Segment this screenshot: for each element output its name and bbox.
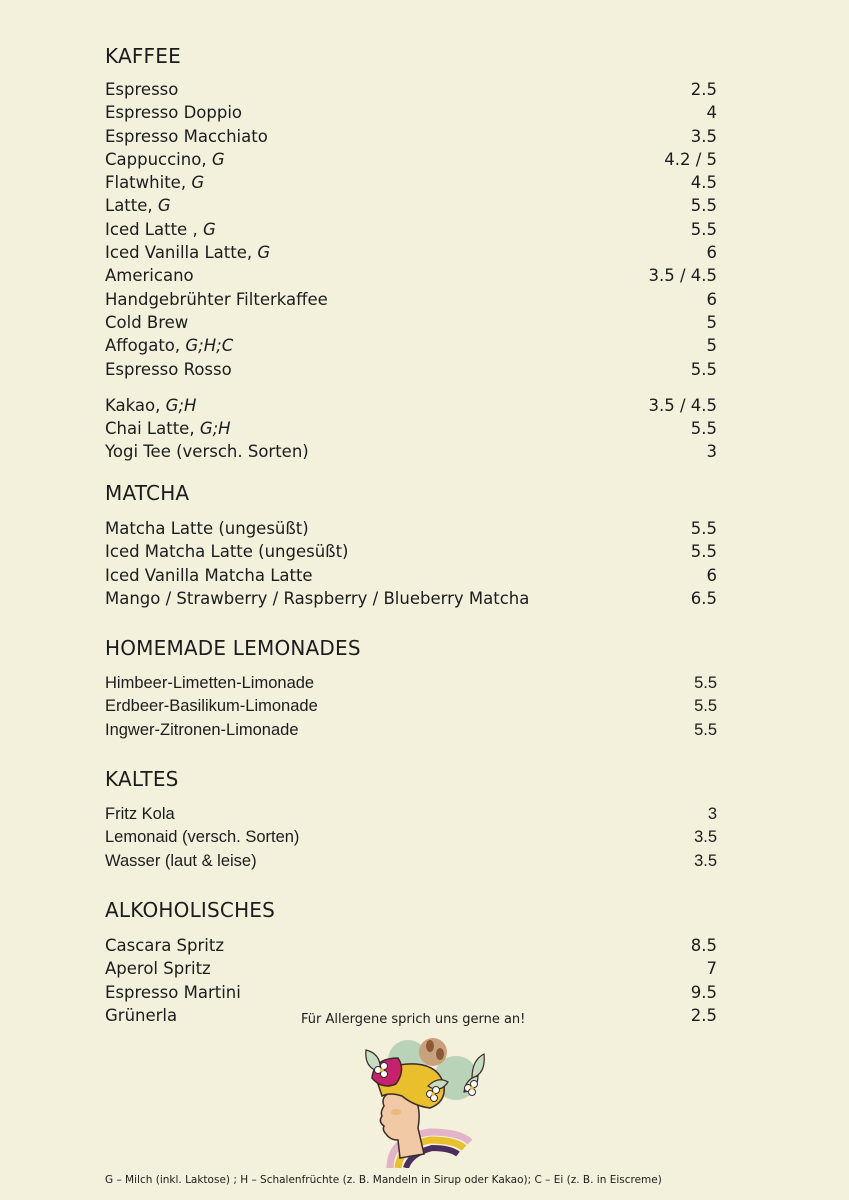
item-price: 3.5 / 4.5: [648, 395, 717, 415]
item-price: 5.5: [690, 359, 717, 379]
menu-item: [105, 826, 717, 849]
item-label: Aperol Spritz: [105, 959, 211, 979]
item-name: [105, 125, 268, 148]
item-allergens: G: [257, 243, 271, 263]
item-name: [105, 695, 318, 718]
item-label: Latte,: [105, 196, 158, 216]
menu-item: [105, 241, 717, 264]
item-price: 5.5: [690, 519, 717, 538]
menu-item: [105, 719, 717, 742]
item-price: 6: [706, 565, 717, 585]
item-price: 4.2 / 5: [664, 149, 717, 169]
item-price: 4: [706, 103, 717, 123]
menu-item: [105, 440, 717, 463]
item-name: [105, 171, 204, 194]
menu-item: [105, 957, 717, 980]
item-price: 7: [706, 959, 717, 979]
item-price: 5.5: [690, 219, 717, 239]
menu-item: [105, 194, 717, 217]
item-price: 2.5: [690, 80, 717, 99]
item-label: Affogato,: [105, 336, 186, 356]
item-allergens: G: [202, 219, 216, 239]
item-label: Espresso Martini: [105, 982, 241, 1002]
item-label: Yogi Tee (versch. Sorten): [105, 442, 309, 462]
menu-item: [105, 288, 717, 311]
item-label: Fritz Kola: [105, 805, 175, 823]
section-title: ALKOHOLISCHES: [105, 898, 276, 922]
item-label: Iced Vanilla Latte,: [105, 243, 258, 263]
item-name: [105, 1004, 177, 1027]
item-list-extra: [105, 394, 717, 464]
menu-item: [105, 125, 717, 148]
item-allergens: G;H: [199, 419, 231, 439]
item-label: Lemonaid (versch. Sorten): [105, 828, 300, 847]
item-label: Handgebrühter Filterkaffee: [105, 289, 328, 309]
section-kaltes: [105, 767, 717, 873]
item-name: [105, 719, 299, 742]
item-allergens: G;H: [165, 395, 197, 415]
item-price: 3.5: [694, 828, 717, 847]
item-name: [105, 417, 231, 440]
item-name: [105, 850, 257, 873]
item-price: 4.5: [690, 173, 717, 193]
item-name: [105, 587, 529, 610]
item-allergens: G: [191, 173, 205, 193]
item-price: 3: [707, 805, 717, 823]
menu-item: [105, 540, 717, 563]
menu-item: [105, 695, 717, 718]
item-price: 2.5: [690, 1005, 717, 1025]
item-name: [105, 311, 188, 334]
item-name: [105, 440, 309, 463]
item-allergens: G;H;C: [185, 336, 234, 356]
item-price: 5.5: [694, 697, 717, 716]
woman-with-coffee-turban-logo: [360, 1036, 490, 1168]
item-name: [105, 564, 313, 587]
item-label: Cappuccino,: [105, 149, 212, 169]
menu-item: [105, 148, 717, 171]
item-label: Americano: [105, 266, 194, 286]
item-name: [105, 241, 270, 264]
item-price: 6: [706, 289, 717, 309]
item-name: [105, 264, 194, 287]
menu-item: [105, 394, 717, 417]
section-lemonades: [105, 636, 717, 742]
section-title: KALTES: [105, 767, 179, 791]
item-label: Iced Latte ,: [105, 219, 203, 239]
item-price: 5.5: [694, 674, 717, 692]
item-label: Grünerla: [105, 1005, 178, 1025]
item-price: 8.5: [690, 936, 717, 955]
section-title: KAFFEE: [105, 44, 181, 68]
item-label: Flatwhite,: [105, 173, 192, 193]
item-label: Iced Matcha Latte (ungesüßt): [105, 542, 349, 562]
item-label: Ingwer-Zitronen-Limonade: [105, 720, 299, 739]
item-name: [105, 672, 314, 695]
item-price: 6: [706, 243, 717, 263]
item-price: 3.5: [694, 851, 717, 870]
item-list: [105, 672, 717, 742]
menu-item: [105, 78, 717, 101]
item-name: [105, 934, 224, 957]
menu-item: [105, 517, 717, 540]
item-name: [105, 218, 216, 241]
item-name: [105, 148, 225, 171]
item-name: [105, 540, 348, 563]
menu-item: [105, 672, 717, 695]
menu-item: [105, 803, 717, 826]
item-price: 5.5: [694, 720, 717, 739]
item-name: [105, 826, 299, 849]
menu-item: [105, 564, 717, 587]
item-name: [105, 288, 328, 311]
item-price: 5: [706, 312, 717, 332]
item-price: 5.5: [690, 542, 717, 562]
item-list: [105, 78, 717, 381]
item-label: Wasser (laut & leise): [105, 851, 257, 870]
item-label: Espresso Rosso: [105, 359, 232, 379]
menu-item: [105, 934, 717, 957]
allergen-note: Für Allergene sprich uns gerne an!: [301, 1012, 526, 1027]
item-price: 6.5: [690, 588, 717, 608]
menu-item: [105, 218, 717, 241]
menu-item: [105, 334, 717, 357]
menu-item: [105, 981, 717, 1004]
section-matcha: [105, 481, 717, 610]
item-name: [105, 194, 171, 217]
item-name: [105, 517, 309, 540]
item-label: Espresso: [105, 80, 179, 99]
item-label: Espresso Doppio: [105, 103, 243, 123]
item-price: 5.5: [690, 419, 717, 439]
item-label: Mango / Strawberry / Raspberry / Blueberry Matcha: [105, 588, 530, 608]
menu-item: [105, 171, 717, 194]
menu-item: [105, 850, 717, 873]
item-name: [105, 803, 175, 826]
menu-item: [105, 358, 717, 381]
item-price: 3: [706, 442, 717, 462]
menu-item: [105, 101, 717, 124]
item-allergens: G: [211, 149, 225, 169]
item-label: Espresso Macchiato: [105, 126, 268, 146]
item-name: [105, 101, 242, 124]
item-label: Cascara Spritz: [105, 936, 224, 955]
menu-item: [105, 417, 717, 440]
item-price: 9.5: [690, 982, 717, 1002]
menu-item: [105, 264, 717, 287]
item-label: Chai Latte,: [105, 419, 200, 439]
item-name: [105, 957, 211, 980]
item-list: [105, 517, 717, 610]
item-label: Cold Brew: [105, 312, 189, 332]
allergen-legend: G – Milch (inkl. Laktose) ; H – Schalenfrüchte (z. B. Mandeln in Sirup oder Kakao); C – Ei (z. B. in Eiscreme): [105, 1174, 662, 1186]
item-label: Matcha Latte (ungesüßt): [105, 519, 309, 538]
item-list: [105, 803, 717, 873]
item-price: 3.5 / 4.5: [648, 266, 717, 286]
menu-item: [105, 587, 717, 610]
section-title: HOMEMADE LEMONADES: [105, 636, 361, 660]
section-title: MATCHA: [105, 481, 190, 505]
item-label: Himbeer-Limetten-Limonade: [105, 674, 315, 692]
item-label: Erdbeer-Basilikum-Limonade: [105, 697, 318, 716]
item-label: Iced Vanilla Matcha Latte: [105, 565, 313, 585]
item-name: [105, 358, 232, 381]
section-kaffee: [105, 44, 717, 464]
item-allergens: G: [157, 196, 171, 216]
section-alkoholisches: [105, 898, 717, 1027]
item-price: 5.5: [690, 196, 717, 216]
item-name: [105, 78, 178, 101]
menu-item: [105, 311, 717, 334]
item-name: [105, 334, 233, 357]
item-price: 3.5: [690, 126, 717, 146]
item-label: Kakao,: [105, 395, 166, 415]
item-name: [105, 981, 241, 1004]
item-price: 5: [706, 336, 717, 356]
item-name: [105, 394, 196, 417]
